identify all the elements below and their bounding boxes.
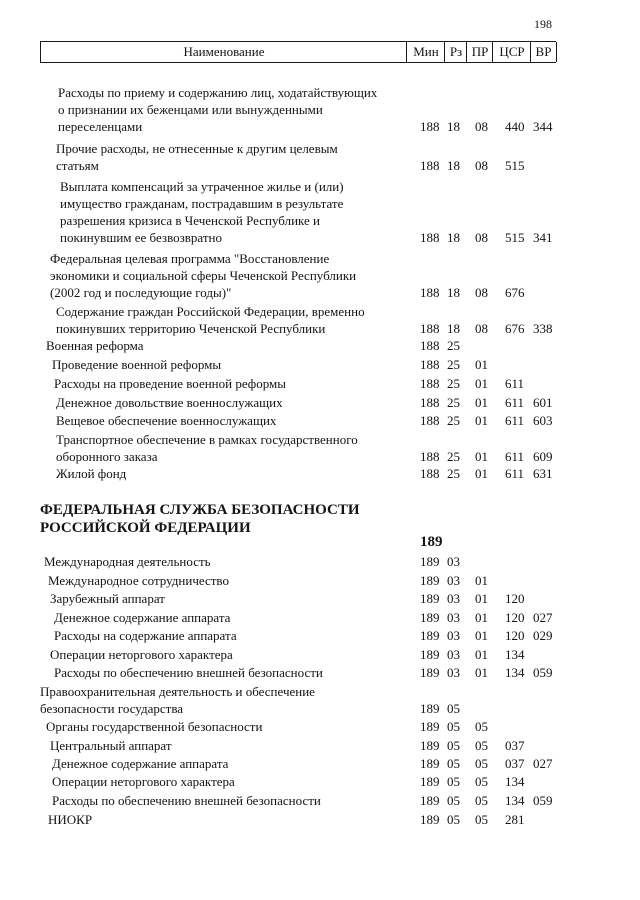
table-row [0, 431, 640, 465]
code-rz: 05 [447, 793, 460, 808]
code-min: 188 [420, 119, 440, 134]
row-codes [0, 448, 640, 465]
code-rz: 18 [447, 119, 460, 134]
code-rz: 18 [447, 158, 460, 173]
table-row [0, 84, 640, 135]
code-rz: 18 [447, 285, 460, 300]
code-vr: 027 [533, 610, 553, 625]
code-csr: 037 [505, 756, 525, 771]
row-codes [0, 229, 640, 246]
table-row [0, 572, 640, 589]
code-min: 189 [420, 573, 440, 588]
row-name: Денежное содержание аппарата [52, 756, 229, 771]
row-name: Операции неторгового характера [50, 647, 233, 662]
header-rz: Рз [444, 42, 467, 62]
row-codes [0, 465, 640, 482]
code-min: 188 [420, 321, 440, 336]
code-rz: 25 [447, 376, 460, 391]
row-name: НИОКР [48, 812, 93, 827]
page-number: 198 [534, 17, 552, 31]
row-codes [0, 412, 640, 429]
code-pr: 01 [475, 647, 488, 662]
row-codes [0, 572, 640, 589]
row-codes [0, 737, 640, 754]
code-rz: 25 [447, 413, 460, 428]
code-csr: 120 [505, 591, 525, 606]
code-pr: 01 [475, 449, 488, 464]
code-min: 188 [420, 285, 440, 300]
code-pr: 05 [475, 738, 488, 753]
code-rz: 05 [447, 719, 460, 734]
code-vr: 029 [533, 628, 553, 643]
row-name: Международное сотрудничество [48, 573, 229, 588]
row-name: Расходы на проведение военной реформы [54, 376, 286, 391]
table-row [0, 792, 640, 809]
code-rz: 03 [447, 610, 460, 625]
code-min: 188 [420, 395, 440, 410]
code-pr: 05 [475, 774, 488, 789]
code-pr: 08 [475, 119, 488, 134]
code-csr: 611 [505, 395, 525, 410]
row-codes [0, 664, 640, 681]
code-rz: 25 [447, 449, 460, 464]
code-pr: 01 [475, 610, 488, 625]
row-codes [0, 700, 640, 717]
code-pr: 08 [475, 321, 488, 336]
code-min: 189 [420, 665, 440, 680]
code-rz: 25 [447, 395, 460, 410]
code-min: 189 [420, 610, 440, 625]
row-name: Федеральная целевая программа "Восстановление экономики и социальной сферы Чеченской Республики (2002 год и последующие годы)" [50, 251, 357, 300]
row-codes [0, 627, 640, 644]
code-pr: 05 [475, 812, 488, 827]
code-pr: 01 [475, 357, 488, 372]
code-vr: 601 [533, 395, 553, 410]
row-name: Вещевое обеспечение военнослужащих [56, 413, 277, 428]
code-csr: 134 [505, 774, 525, 789]
header-csr: ЦСР [492, 42, 531, 62]
row-codes [0, 284, 640, 301]
code-rz: 05 [447, 738, 460, 753]
code-rz: 18 [447, 321, 460, 336]
header-name: Наименование [40, 42, 407, 62]
code-csr: 440 [505, 119, 525, 134]
table-row [0, 683, 640, 717]
row-name: Зарубежный аппарат [50, 591, 165, 606]
table-row [0, 755, 640, 772]
row-name: Денежное содержание аппарата [54, 610, 231, 625]
row-name: Расходы по приему и содержанию лиц, ходатайствующих о признании их беженцами или вынужденными переселенцами [58, 85, 378, 134]
code-min: 189 [420, 591, 440, 606]
code-pr: 01 [475, 466, 488, 481]
code-pr: 05 [475, 793, 488, 808]
code-csr: 676 [505, 285, 525, 300]
code-pr: 01 [475, 395, 488, 410]
row-name: Денежное довольствие военнослужащих [56, 395, 283, 410]
code-min: 189 [420, 701, 440, 716]
code-csr: 515 [505, 158, 525, 173]
row-name: ФЕДЕРАЛЬНАЯ СЛУЖБА БЕЗОПАСНОСТИ РОССИЙСКОЙ ФЕДЕРАЦИИ [40, 502, 360, 536]
code-pr: 01 [475, 628, 488, 643]
code-vr: 631 [533, 466, 553, 481]
code-pr: 01 [475, 665, 488, 680]
row-codes [0, 534, 640, 551]
code-rz: 05 [447, 774, 460, 789]
table-row [0, 773, 640, 790]
code-vr: 059 [533, 665, 553, 680]
row-name: Операции неторгового характера [52, 774, 235, 789]
code-pr: 05 [475, 756, 488, 771]
code-min: 189 [420, 719, 440, 734]
row-codes [0, 337, 640, 354]
code-min: 188 [420, 413, 440, 428]
code-min: 189 [420, 774, 440, 789]
code-rz: 18 [447, 230, 460, 245]
code-csr: 120 [505, 610, 525, 625]
row-codes [0, 755, 640, 772]
code-csr: 611 [505, 449, 525, 464]
row-codes [0, 590, 640, 607]
code-csr: 120 [505, 628, 525, 643]
code-pr: 05 [475, 719, 488, 734]
header-pr: ПР [466, 42, 493, 62]
header-min: Мин [406, 42, 445, 62]
row-codes [0, 792, 640, 809]
row-name: Расходы по обеспечению внешней безопасности [52, 793, 321, 808]
table-row [0, 412, 640, 429]
code-min: 188 [420, 376, 440, 391]
code-rz: 03 [447, 647, 460, 662]
code-rz: 03 [447, 665, 460, 680]
table-row [0, 718, 640, 735]
code-csr: 134 [505, 793, 525, 808]
row-name: Центральный аппарат [50, 738, 172, 753]
code-csr: 611 [505, 466, 525, 481]
code-rz: 05 [447, 701, 460, 716]
row-name: Органы государственной безопасности [46, 719, 263, 734]
table-row [0, 337, 640, 354]
row-name: Транспортное обеспечение в рамках государственного оборонного заказа [56, 432, 358, 464]
row-name: Правоохранительная деятельность и обеспечение безопасности государства [40, 684, 315, 716]
code-min: 189 [420, 628, 440, 643]
code-pr: 01 [475, 591, 488, 606]
code-pr: 08 [475, 230, 488, 245]
code-rz: 03 [447, 591, 460, 606]
code-min: 188 [420, 158, 440, 173]
code-vr: 027 [533, 756, 553, 771]
code-csr: 281 [505, 812, 525, 827]
code-csr: 037 [505, 738, 525, 753]
row-codes [0, 718, 640, 735]
table-row [0, 664, 640, 681]
code-rz: 03 [447, 628, 460, 643]
code-min: 189 [420, 812, 440, 827]
row-name: Военная реформа [46, 338, 144, 353]
code-pr: 08 [475, 158, 488, 173]
code-csr: 134 [505, 665, 525, 680]
row-codes [0, 375, 640, 392]
code-csr: 611 [505, 413, 525, 428]
row-codes [0, 773, 640, 790]
code-rz: 05 [447, 756, 460, 771]
code-rz: 25 [447, 338, 460, 353]
row-name: Выплата компенсаций за утраченное жилье и (или) имущество гражданам, пострадавшим в результате разрешения кризиса в Чеченской Республике и покинувшим ее безвозвратно [60, 179, 344, 245]
code-pr: 01 [475, 376, 488, 391]
row-codes [0, 356, 640, 373]
row-codes [0, 320, 640, 337]
row-name: Расходы на содержание аппарата [54, 628, 237, 643]
code-min: 189 [420, 756, 440, 771]
table-row [0, 501, 640, 551]
code-csr: 134 [505, 647, 525, 662]
table-row [0, 627, 640, 644]
row-codes [0, 609, 640, 626]
row-name: Жилой фонд [56, 466, 127, 481]
table-row [0, 375, 640, 392]
table-row [0, 811, 640, 828]
code-csr: 676 [505, 321, 525, 336]
code-min: 189 [420, 554, 440, 569]
code-rz: 25 [447, 466, 460, 481]
table-row [0, 590, 640, 607]
row-name: Расходы по обеспечению внешней безопасности [54, 665, 323, 680]
code-vr: 059 [533, 793, 553, 808]
code-vr: 341 [533, 230, 553, 245]
code-min: 189 [420, 738, 440, 753]
code-pr: 08 [475, 285, 488, 300]
code-csr: 611 [505, 376, 525, 391]
code-csr: 515 [505, 230, 525, 245]
code-rz: 05 [447, 812, 460, 827]
code-min: 189 [420, 793, 440, 808]
code-pr: 01 [475, 413, 488, 428]
row-name: Проведение военной реформы [52, 357, 222, 372]
row-codes [0, 157, 640, 174]
code-min: 189 [420, 647, 440, 662]
table-row [0, 394, 640, 411]
row-codes [0, 646, 640, 663]
code-min: 188 [420, 466, 440, 481]
row-codes [0, 553, 640, 570]
table-row [0, 609, 640, 626]
table-row [0, 465, 640, 482]
table-row [0, 553, 640, 570]
code-rz: 25 [447, 357, 460, 372]
table-row [0, 646, 640, 663]
code-vr: 338 [533, 321, 553, 336]
code-rz: 03 [447, 573, 460, 588]
table-row [0, 250, 640, 301]
code-min: 188 [420, 357, 440, 372]
code-pr: 01 [475, 573, 488, 588]
code-min: 188 [420, 338, 440, 353]
row-name: Прочие расходы, не отнесенные к другим целевым статьям [56, 141, 338, 173]
code-min: 188 [420, 230, 440, 245]
code-min: 188 [420, 449, 440, 464]
code-rz: 03 [447, 554, 460, 569]
row-name: Содержание граждан Российской Федерации, временно покинувших территорию Чеченской Республики [56, 304, 365, 336]
code-vr: 603 [533, 413, 553, 428]
row-codes [0, 811, 640, 828]
row-name: Международная деятельность [44, 554, 211, 569]
code-vr: 609 [533, 449, 553, 464]
table-row [0, 737, 640, 754]
row-codes [0, 394, 640, 411]
table-row [0, 356, 640, 373]
table-row [0, 303, 640, 337]
header-vr: ВР [530, 42, 557, 62]
code-vr: 344 [533, 119, 553, 134]
table-row [0, 178, 640, 246]
row-codes [0, 118, 640, 135]
code-min: 189 [420, 534, 443, 550]
table-row [0, 140, 640, 174]
